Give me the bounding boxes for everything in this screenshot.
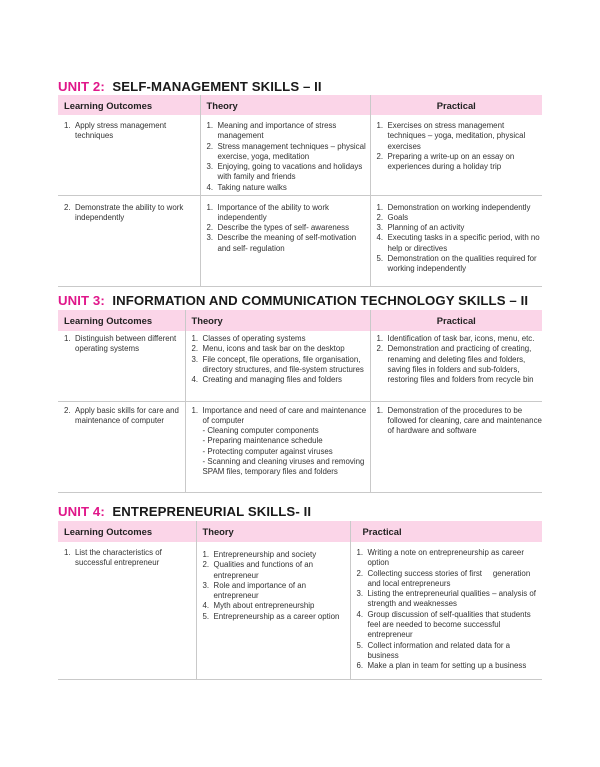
header-learning-outcomes: Learning Outcomes [58, 521, 196, 542]
outcome-text: Demonstrate the ability to work independently [75, 202, 184, 222]
theory-item: Menu, icons and task bar on the desktop [202, 344, 345, 354]
theory-item: Importance and need of care and maintenance of computer [202, 405, 367, 425]
header-theory: Theory [200, 95, 370, 115]
theory-item: Myth about entrepreneurship [213, 601, 315, 611]
table-row [58, 542, 542, 679]
list-item: 1. Classes of operating systems [191, 334, 306, 343]
table-row [58, 195, 542, 286]
table-header-row [58, 521, 542, 542]
unit2-table [58, 95, 542, 287]
theory-item: Classes of operating systems [202, 334, 306, 343]
practical-item: Listing the entrepreneurial qualities – analysis of strength and weaknesses [367, 589, 536, 609]
practical-item: Planning of an activity [387, 223, 465, 233]
list-item: 2. Collecting success stories of first generation and local entrepreneurs [356, 568, 533, 588]
list-item: 3. File concept, file operations, file organisation, directory structures, and file-system structures [191, 354, 364, 374]
list-item: 4. Group discussion of self-qualities that students feel are needed to become successful entrepreneur [356, 609, 531, 640]
list-item: 1. Writing a note on entrepreneurship as career option [356, 548, 524, 568]
list-item: 2. Apply basic skills for care and maintenance of computer [64, 405, 179, 425]
header-theory: Theory [185, 310, 370, 331]
practical-item: Collecting success stories of first generation and local entrepreneurs [367, 568, 533, 588]
list-item: 3. Describe the meaning of self-motivation and self- regulation [206, 233, 357, 253]
practical-item: Demonstration on working independently [387, 202, 531, 212]
theory-item: Importance of the ability to work independently [217, 202, 329, 222]
practical-item: Demonstration on the qualities required for working independently [387, 253, 537, 274]
list-item: 1. Entrepreneurship and society [202, 550, 317, 559]
header-practical: Practical [350, 521, 542, 542]
list-item: 1. Importance and need of care and maintenance of computer [191, 405, 367, 425]
practical-item: Preparing a write-up on an essay on experiences during a holiday trip [387, 151, 515, 172]
list-item: 5. Collect information and related data for a business [356, 640, 511, 660]
list-item: 2. Demonstration and practicing of creating, renaming and deleting files and folders, saving files in folders and sub-folders, restoring files and folders from recycle bin [376, 344, 534, 385]
unit3-name: INFORMATION AND COMMUNICATION TECHNOLOGY SKILLS – II [112, 293, 529, 308]
outcome-cell [58, 115, 200, 195]
theory-item: Role and importance of an entrepreneur [213, 580, 307, 601]
unit4-name: ENTREPRENEURIAL SKILLS- II [112, 504, 312, 519]
list-item: 2. Goals [376, 212, 409, 222]
practical-item: Exercises on stress management techniques – yoga, meditation, physical exercises [387, 121, 526, 151]
outcome-cell [58, 401, 185, 492]
list-item: 1. Identification of task bar, icons, menu, etc. [376, 334, 535, 343]
list-item: 4. Taking nature walks [206, 182, 287, 192]
theory-item: Stress management techniques – physical exercise, yoga, meditation [217, 141, 366, 161]
practical-item: Writing a note on entrepreneurship as career option [367, 548, 524, 568]
practical-cell [350, 542, 542, 679]
unit3-number: UNIT 3: [58, 293, 105, 308]
practical-item: Demonstration of the procedures to be followed for cleaning, care and maintenance of hardware and software [387, 405, 542, 436]
list-item: 1. Meaning and importance of stress management [206, 121, 337, 141]
outcome-text: Apply basic skills for care and maintenance of computer [75, 405, 179, 425]
list-item: 1. Apply stress management techniques [64, 121, 167, 141]
theory-item: Qualities and functions of an entrepreneur [213, 560, 314, 580]
practical-item: Goals [387, 212, 409, 222]
header-learning-outcomes: Learning Outcomes [58, 95, 200, 115]
table-row [58, 401, 542, 492]
table-row [58, 331, 542, 401]
list-item: 2. Describe the types of self- awareness [206, 223, 350, 233]
practical-item: Executing tasks in a specific period, with no help or directives [387, 233, 540, 253]
practical-cell [370, 195, 542, 286]
list-item: 1. Distinguish between different operating systems [64, 334, 177, 354]
theory-item: Creating and managing files and folders [202, 375, 342, 385]
practical-item: Identification of task bar, icons, menu, etc. [387, 334, 535, 343]
theory-subitem: - Preparing maintenance schedule [202, 436, 323, 446]
unit2-number: UNIT 2: [58, 79, 105, 94]
theory-item: Taking nature walks [217, 182, 287, 192]
outcome-text: Apply stress management techniques [75, 121, 167, 141]
unit4-title [58, 504, 311, 519]
table-row [58, 115, 542, 195]
list-item: 3. Listing the entrepreneurial qualities – analysis of strength and weaknesses [356, 589, 536, 609]
practical-item: Collect information and related data for a business [367, 640, 511, 660]
theory-subitem: - Protecting computer against viruses [202, 446, 333, 456]
list-item: 4. Executing tasks in a specific period, with no help or directives [376, 233, 540, 253]
list-item: 2. Menu, icons and task bar on the desktop [191, 344, 345, 354]
practical-cell [370, 115, 542, 195]
list-item: 3. Planning of an activity [376, 223, 465, 233]
theory-cell [185, 331, 370, 401]
list-item: 5. Demonstration on the qualities required for working independently [376, 253, 537, 274]
practical-item: Demonstration and practicing of creating, renaming and deleting files and folders, saving files in folders and sub-folders, restoring files and folders from recycle bin [387, 344, 534, 385]
table-header-row [58, 310, 542, 331]
header-learning-outcomes: Learning Outcomes [58, 310, 185, 331]
list-item: 3. Role and importance of an entrepreneur [202, 580, 307, 601]
theory-item: Meaning and importance of stress management [217, 121, 337, 141]
list-item: 2. Stress management techniques – physical exercise, yoga, meditation [206, 141, 366, 161]
header-practical: Practical [370, 95, 542, 115]
list-item: 2. Preparing a write-up on an essay on experiences during a holiday trip [376, 151, 515, 172]
outcome-cell [58, 331, 185, 401]
header-practical: Practical [370, 310, 542, 331]
list-item: 1. List the characteristics of successful entrepreneur [64, 548, 162, 568]
outcome-cell [58, 195, 200, 286]
theory-subitem: - Scanning and cleaning viruses and removing SPAM files, temporary files and folders [202, 456, 365, 477]
unit2-name: SELF-MANAGEMENT SKILLS – II [112, 79, 322, 94]
outcome-text: Distinguish between different operating systems [75, 334, 177, 354]
unit4-number: UNIT 4: [58, 504, 105, 519]
practical-item: Group discussion of self-qualities that students feel are needed to become successful entrepreneur [367, 609, 531, 640]
list-item: 1. Demonstration on working independently [376, 202, 531, 212]
list-item: 6. Make a plan in team for setting up a business [356, 661, 527, 671]
theory-item: Describe the meaning of self-motivation and self- regulation [217, 233, 357, 253]
theory-subitem: - Cleaning computer components [202, 426, 319, 436]
list-item: 2. Qualities and functions of an entrepreneur [202, 560, 314, 580]
theory-item: File concept, file operations, file organisation, directory structures, and file-system structures [202, 354, 364, 374]
theory-item: Describe the types of self- awareness [217, 223, 350, 233]
header-theory: Theory [196, 521, 350, 542]
outcome-text: List the characteristics of successful entrepreneur [75, 548, 162, 568]
list-item: 4. Creating and managing files and folders [191, 375, 342, 385]
theory-item: Enjoying, going to vacations and holidays with family and friends [217, 162, 363, 182]
practical-cell [370, 331, 542, 401]
theory-item: Entrepreneurship as a career option [213, 611, 340, 621]
theory-cell [200, 195, 370, 286]
practical-item: Make a plan in team for setting up a business [367, 661, 527, 671]
list-item: 2. Demonstrate the ability to work independently [64, 202, 184, 222]
unit2-title [58, 79, 322, 94]
theory-cell [196, 542, 350, 679]
list-item: 1. Exercises on stress management techniques – yoga, meditation, physical exercises [376, 121, 526, 151]
list-item: 1. Importance of the ability to work independently [206, 202, 329, 222]
table-header-row [58, 95, 542, 115]
theory-item: Entrepreneurship and society [213, 550, 317, 559]
unit3-table [58, 310, 542, 493]
theory-cell [185, 401, 370, 492]
list-item: 4. Myth about entrepreneurship [202, 601, 315, 611]
list-item: 3. Enjoying, going to vacations and holidays with family and friends [206, 162, 363, 182]
list-item: 1. Demonstration of the procedures to be followed for cleaning, care and maintenance of hardware and software [376, 405, 542, 436]
unit3-title [58, 293, 528, 308]
theory-cell [200, 115, 370, 195]
list-item: 5. Entrepreneurship as a career option [202, 611, 340, 621]
practical-cell [370, 401, 542, 492]
outcome-cell [58, 542, 196, 679]
unit4-table [58, 521, 542, 680]
